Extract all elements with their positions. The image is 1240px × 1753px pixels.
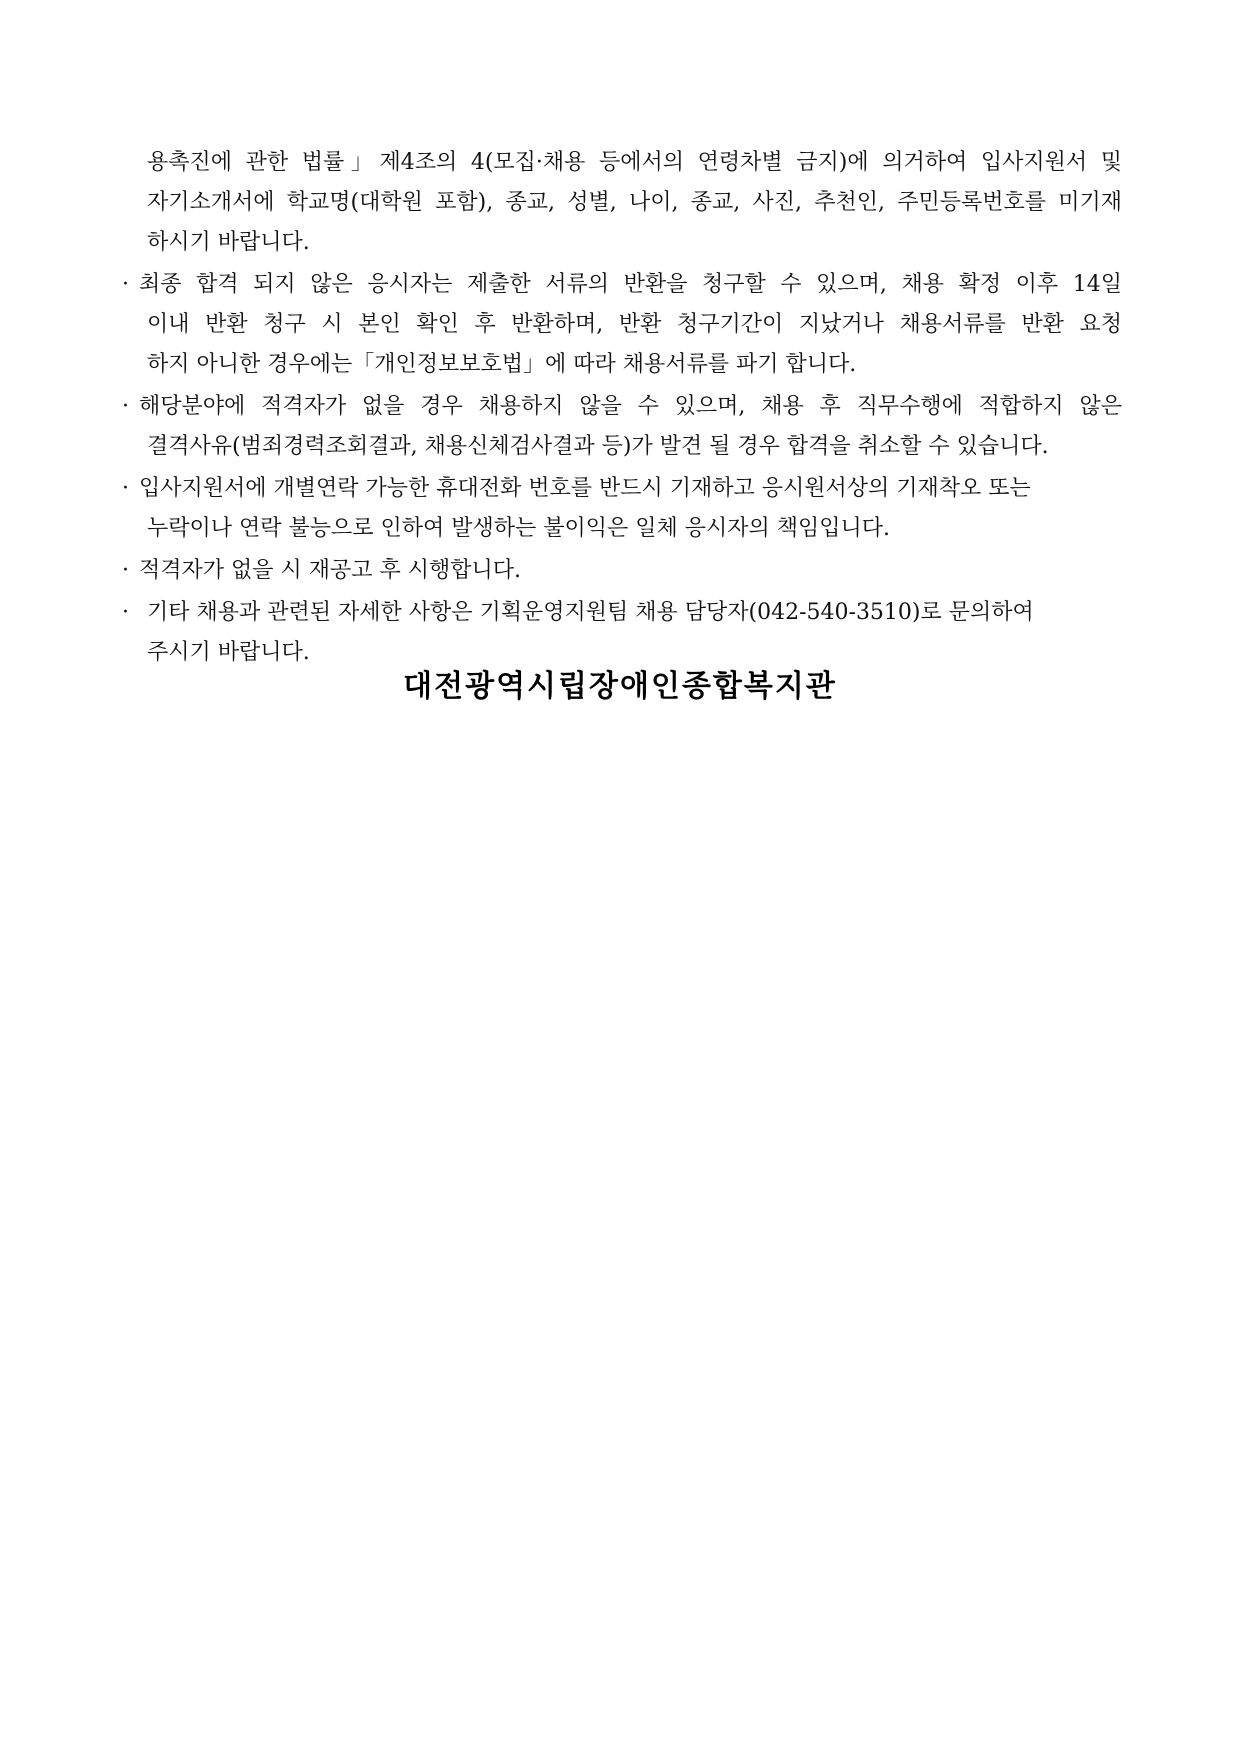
notice-line: 이내 반환 청구 시 본인 확인 후 반환하며, 반환 청구기간이 지났거나 채용서류를 반환 요청 [147,312,1122,337]
notice-item [122,593,1122,673]
notice-line: 결격사유(범죄경력조회결과, 채용신체검사결과 등)가 발견 될 경우 합격을 취소할 수 있습니다. [147,434,1049,459]
notice-line: 자기소개서에 학교명(대학원 포함), 종교, 성별, 나이, 종교, 사진, 추천인, 주민등록번호를 미기재 [147,190,1122,215]
bullet-marker: · [122,394,129,419]
notice-item [122,387,1122,467]
notice-item [147,143,1122,263]
bullet-marker: · [122,272,129,297]
notice-line: 하지 아니한 경우에는「개인정보보호법」에 따라 채용서류를 파기 합니다. [147,352,857,377]
notice-line: 용촉진에 관한 법률」제4조의 4(모집·채용 등에서의 연령차별 금지)에 의거하여 입사지원서 및 [147,150,1122,175]
notice-list [122,143,1122,675]
bullet-marker: · [122,476,129,501]
notice-item [122,265,1122,385]
notice-line: 누락이나 연락 불능으로 인하여 발생하는 불이익은 일체 응시자의 책임입니다. [147,516,891,541]
notice-line: 기타 채용과 관련된 자세한 사항은 기획운영지원팀 채용 담당자(042-540-3510)로 문의하여 [147,600,1034,625]
notice-line: 적격자가 없을 시 재공고 후 시행합니다. [139,558,521,583]
notice-line: 최종 합격 되지 않은 응시자는 제출한 서류의 반환을 청구할 수 있으며, 채용 확정 이후 14일 [139,272,1122,297]
notice-line: 하시기 바랍니다. [147,230,310,255]
bullet-marker: · [122,558,129,583]
notice-line: 입사지원서에 개별연락 가능한 휴대전화 번호를 반드시 기재하고 응시원서상의 기재착오 또는 [139,476,1031,501]
notice-item [122,551,1122,591]
notice-line: 주시기 바랍니다. [147,640,310,665]
bullet-marker: · [122,600,129,625]
notice-item [122,469,1122,549]
notice-line: 해당분야에 적격자가 없을 경우 채용하지 않을 수 있으며, 채용 후 직무수행에 적합하지 않은 [139,394,1122,419]
organization-name: 대전광역시립장애인종합복지관 [403,669,837,704]
